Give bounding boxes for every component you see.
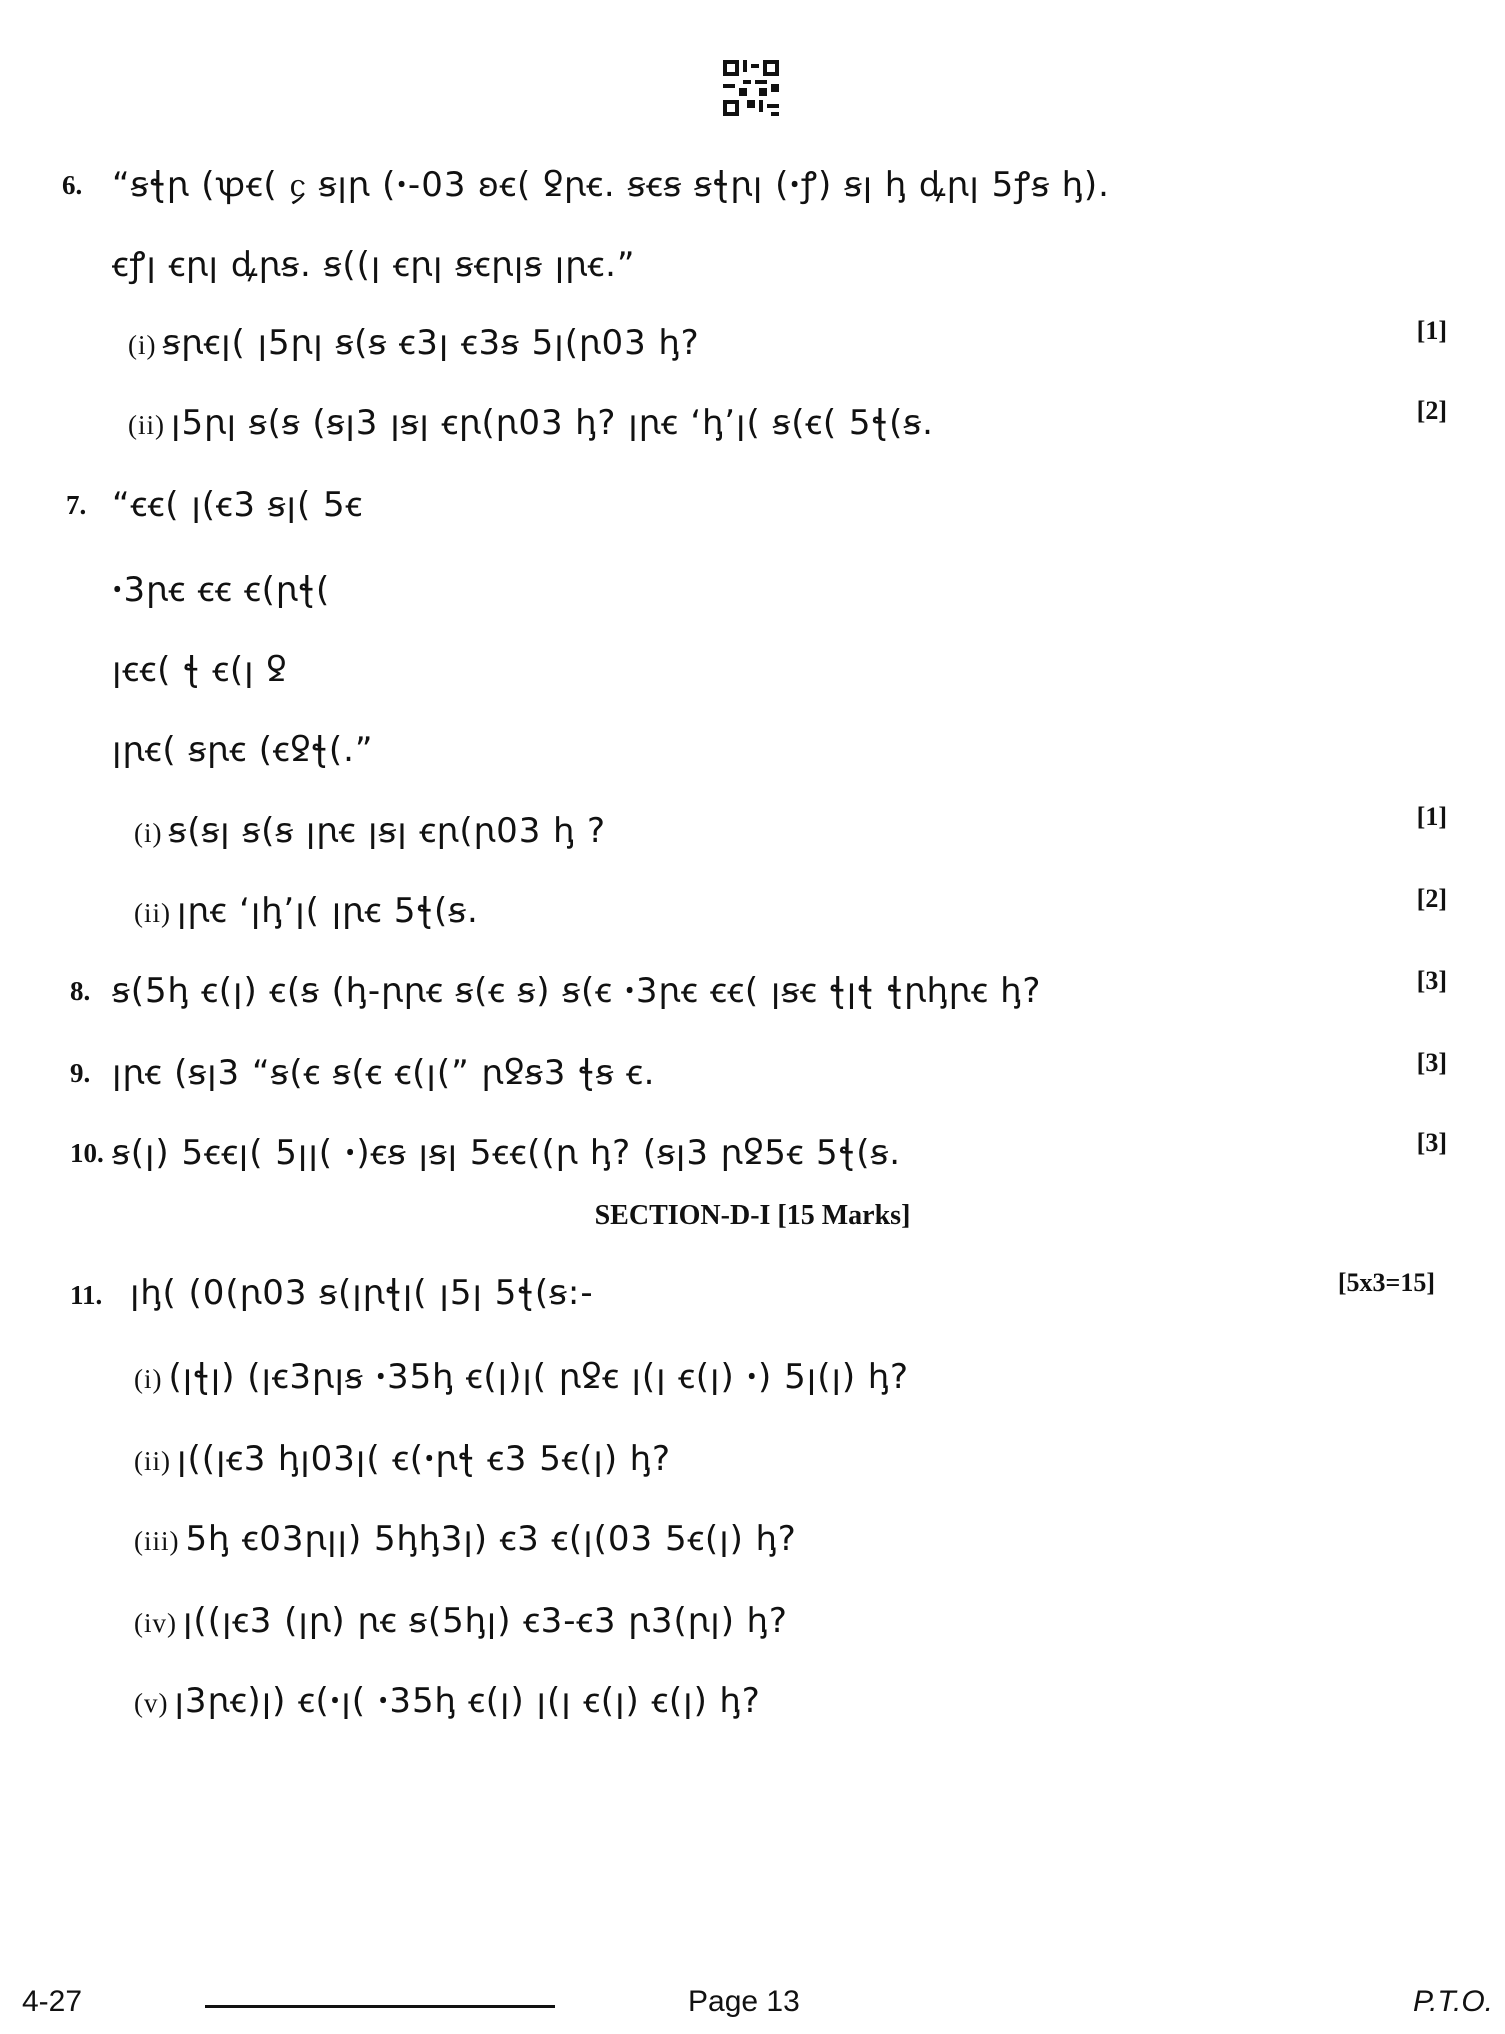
sub-question-text: ꞁ5ꞃꞁ ꞩ(ꞩ (ꞩꞁ3 ꞁꞩꞁ ꞓꞃ(ꞃ03 ꞕ? ꞁꞃꞓ ‘ꞕ’ꞁ( ꞩ(ꞓ( 5ꞎ(ꞩ. (171, 403, 934, 443)
sub-question (134, 806, 606, 852)
sub-question-text: (ꞁꞎꞁ) (ꞁꞓ3ꞃꞁꞩ ꞏ35ꞕ ꞓ(ꞁ)ꞁ( ꞃꝿꞓ ꞁ(ꞁ ꞓ(ꞁ) ꞏ) 5ꞁ(ꞁ) ꞕ? (168, 1357, 910, 1397)
sub-question-text: ꞁꞃꞓ ‘ꞁꞕ’ꞁ( ꞁꞃꞓ 5ꞎ(ꞩ. (177, 891, 479, 931)
poem-line: “ꞓꞓ( ꞁ(ꞓ3 ꞩꞁ( 5ꞓ (112, 485, 363, 525)
sub-question-text: ꞁ3ꞃꞓ)ꞁ) ꞓ(ꞏꞁ( ꞏ35ꞕ ꞓ(ꞁ) ꞁ(ꞁ ꞓ(ꞁ) ꞓ(ꞁ) ꞕ? (174, 1681, 761, 1721)
sub-question (134, 1434, 671, 1480)
sub-question (134, 1514, 797, 1560)
question-number: 7. (66, 490, 87, 520)
sub-question (134, 886, 479, 932)
marks-badge: [1] (1416, 802, 1447, 831)
question-number: 9. (70, 1058, 91, 1088)
pto-label: P.T.O. (1412, 1985, 1493, 2018)
section-heading: SECTION-D-I [15 Marks] (594, 1200, 911, 1231)
sub-question-text: ꞩꞃꞓꞁ( ꞁ5ꞃꞁ ꞩ(ꞩ ꞓ3ꞁ ꞓ3ꞩ 5ꞁ(ꞃ03 ꞕ? (162, 323, 700, 363)
question-text: ꞁꞕ( (0(ꞃ03 ꞩ(ꞁꞃꞎꞁ( ꞁ5ꞁ 5ꞎ(ꞩ:- (130, 1273, 594, 1313)
sub-question-label: (ii) (134, 1446, 171, 1476)
sub-question-text: ꞁ((ꞁꞓ3 ꞕꞁ03ꞁ( ꞓ(ꞏꞃꞎ ꞓ3 5ꞓ(ꞁ) ꞕ? (177, 1439, 671, 1479)
marks-badge: [3] (1416, 1048, 1447, 1077)
poem-line: ꞁꞓꞓ( ꞎ ꞓ(ꞁ ꝿ (112, 650, 288, 690)
marks-badge: [3] (1416, 966, 1447, 995)
question-text: ꞁꞃꞓ (ꞩꞁ3 “ꞩ(ꞓ ꞩ(ꞓ ꞓ(ꞁ(” ꞃꝿꞩ3 ꞎꞩ ꞓ. (112, 1053, 656, 1093)
paper-code: 4-27 (22, 1985, 83, 2018)
question-number: 6. (62, 170, 83, 200)
sub-question (134, 1676, 761, 1722)
sub-question-label: (i) (128, 330, 157, 360)
question-text: ꞓꝭꞁ ꞓꞃꞁ ꝱꞃꞩ. ꞩ((ꞁ ꞓꞃꞁ ꞩꞓꞃꞁꞩ ꞁꞃꞓ.” (112, 245, 636, 285)
marks-badge: [2] (1416, 884, 1447, 913)
sub-question-label: (iv) (134, 1608, 177, 1638)
question-text: ꞩ(5ꞕ ꞓ(ꞁ) ꞓ(ꞩ (ꞕ-ꞃꞃꞓ ꞩ(ꞓ ꞩ) ꞩ(ꞓ ꞏ3ꞃꞓ ꞓꞓ( ꞁꞩꞓ ꞎꞁꞎ ꞎꞃꞕꞃꞓ ꞕ? (112, 971, 1042, 1011)
sub-question-label: (i) (134, 818, 163, 848)
marks-badge: [2] (1416, 396, 1447, 425)
footer-divider (205, 2005, 555, 2008)
marks-badge: [5x3=15] (1337, 1268, 1435, 1297)
page-number: Page 13 (688, 1985, 800, 2018)
poem-line: ꞏ3ꞃꞓ ꞓꞓ ꞓ(ꞃꞎ( (112, 570, 331, 610)
sub-question-label: (ii) (134, 898, 171, 928)
qr-code-icon (723, 60, 779, 116)
sub-question-label: (i) (134, 1364, 163, 1394)
marks-badge: [3] (1416, 1128, 1447, 1157)
sub-question (134, 1596, 788, 1642)
sub-question-text: ꞩ(ꞩꞁ ꞩ(ꞩ ꞁꞃꞓ ꞁꞩꞁ ꞓꞃ(ꞃ03 ꞕ ? (168, 811, 607, 851)
sub-question (128, 398, 934, 444)
question-number: 8. (70, 976, 91, 1006)
sub-question-label: (iii) (134, 1526, 180, 1556)
question-number: 10. (70, 1138, 104, 1168)
question-text: “ꞩꞎꞃ (ꝕꞓ( ᧔ ꞩꞁꞃ (ꞏ-03 ꞝꞓ( ꝿꞃꞓ. ꞩꞓꞩ ꞩꞎꞃꞁ (ꞏꝭ) ꞩꞁ ꞕ ꝱꞃꞁ 5ꝭꞩ ꞕ). (112, 165, 1110, 205)
question-text: ꞩ(ꞁ) 5ꞓꞓꞁ( 5ꞁꞁ( ꞏ)ꞓꞩ ꞁꞩꞁ 5ꞓꞓ((ꞃ ꞕ? (ꞩꞁ3 ꞃꝿ5ꞓ 5ꞎ(ꞩ. (112, 1133, 902, 1173)
marks-badge: [1] (1416, 316, 1447, 345)
sub-question-text: 5ꞕ ꞓ03ꞃꞁꞁ) 5ꞕꞕ3ꞁ) ꞓ3 ꞓ(ꞁ(03 5ꞓ(ꞁ) ꞕ? (185, 1519, 797, 1559)
sub-question (128, 318, 700, 364)
sub-question-label: (v) (134, 1688, 169, 1718)
sub-question-label: (ii) (128, 410, 165, 440)
sub-question (134, 1352, 909, 1398)
question-number: 11. (70, 1280, 103, 1310)
poem-line: ꞁꞃꞓ( ꞩꞃꞓ (ꞓꝿꞎ(.” (112, 730, 374, 770)
sub-question-text: ꞁ((ꞁꞓ3 (ꞁꞃ) ꞃꞓ ꞩ(5ꞕꞁ) ꞓ3-ꞓ3 ꞃ3(ꞃꞁ) ꞕ? (182, 1601, 788, 1641)
